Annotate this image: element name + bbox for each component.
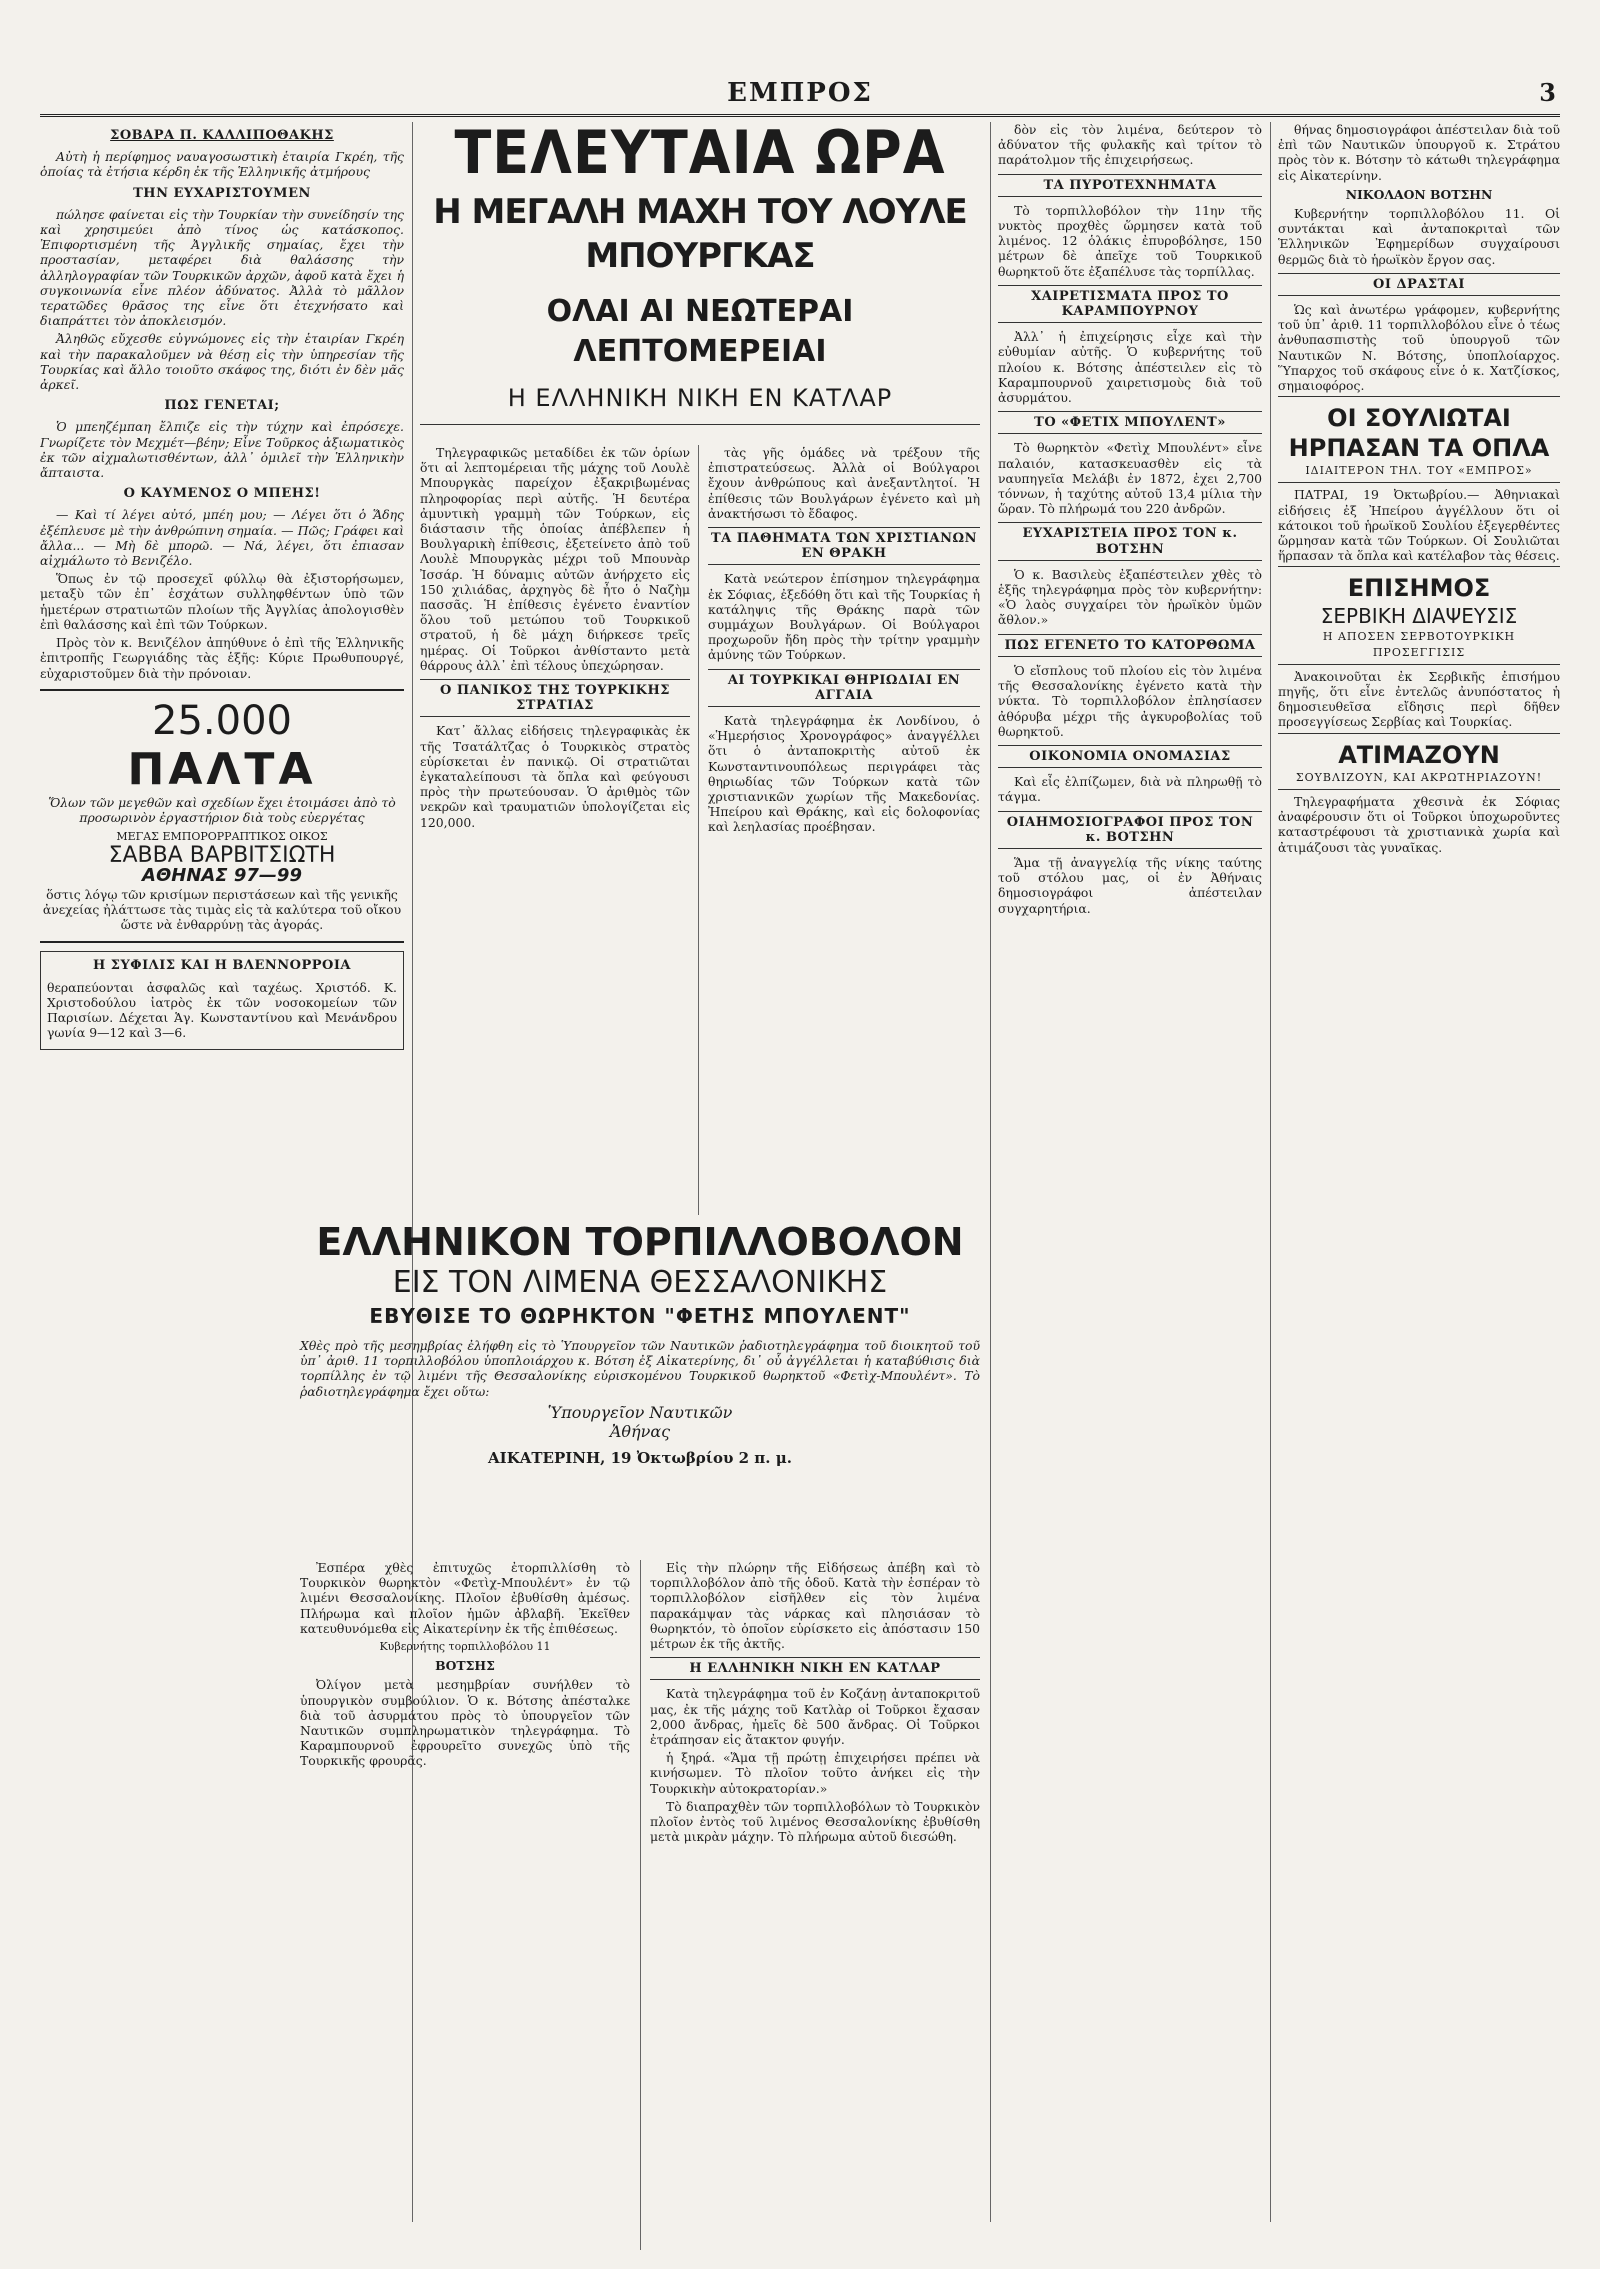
article-text: δὸν εἰς τὸν λιμένα, δεύτερον τὸ ἀδύνατον τῆς φυλακῆς καὶ τρίτον τὸ παράτολμον τῆς ἐπιχειρήσεως. — [998, 122, 1262, 168]
column-5 — [1278, 122, 1560, 2242]
column-rule — [1270, 122, 1271, 2222]
article-text: Ὁ εἴσπλους τοῦ πλοίου εἰς τὸν λιμένα τῆς Θεσσαλονίκης ἐγένετο κατὰ τὴν νύκτα. Τὸ τορπιλλοβόλον ἐπλησίασεν ἀθόρυβα μέχρι τῆς ἀγκυροβολίας τοῦ θωρηκτοῦ. — [998, 662, 1262, 739]
ad-headline: ΠΑΛΤΑ — [127, 743, 317, 795]
section-subheading: ΙΔΙΑΙΤΕΡΟΝ ΤΗΛ. ΤΟΥ «ΕΜΠΡΟΣ» — [1278, 463, 1560, 483]
torpedo-column-1 — [300, 1560, 630, 2250]
article-text: Ἀνακοινοῦται ἐκ Σερβικῆς ἐπισήμου πηγῆς, ὅτι εἶνε ἐντελῶς ἀνυπόστατος ἡ δημοσιευθεῖσα εἴδησις περὶ δῆθεν προσεγγίσεως Σερβίας καὶ Τουρκίας. — [1278, 668, 1560, 730]
headline-sub: Η ΕΛΛΗΝΙΚΗ ΝΙΚΗ ΕΝ ΚΑΤΛΑΡ — [507, 384, 893, 412]
ad-text: θεραπεύονται ἀσφαλῶς καὶ ταχέως. Χριστόδ. Κ. Χριστοδούλου ἰατρὸς ἐκ τῶν νοσοκομείων τῶν Παρισίων. Δέχεται Ἁγ. Κωνσταντίνου καὶ Μενάνδρου γωνία 9—12 καὶ 3—6. — [47, 979, 397, 1041]
article-text: Κυβερνήτην τορπιλλοβόλου 11. Οἱ συντάκται καὶ ἀνταποκριταὶ τῶν Ἑλληνικῶν Ἐφημερίδων συγχαίρουσι θερμῶς διὰ τὸ ἡρωϊκὸν ἔργον σας. — [1278, 206, 1560, 267]
section-heading-large: ΑΤΙΜΑΖΟΥΝ — [1278, 733, 1560, 770]
advertisement-doctor — [40, 951, 404, 1050]
torpedo-intro: Χθὲς πρὸ τῆς μεσημβρίας ἐλήφθη εἰς τὸ Ὑπουργεῖον τῶν Ναυτικῶν ῥαδιοτηλεγράφημα τοῦ διοικητοῦ τοῦ ὑπ᾽ ἀριθ. 11 τορπιλλοβόλου ὑποπλοιάρχου κ. Βότση ἐξ Αἰκατερίνης, δι᾽ οὗ ἀγγέλλεται ἡ καταβύθισις διὰ τορπίλλης ἐν τῷ λιμένι τῆς Θεσσαλονίκης εὑρισκομένου Τουρκικοῦ θωρηκτοῦ «Φετὶχ-Μπουλέντ». Τὸ ῥαδιοτηλεγράφημα ἔχει οὕτω: — [300, 1338, 980, 1399]
article-text: Τὸ θωρηκτὸν «Φετὶχ Μπουλέντ» εἶνε παλαιόν, κατασκευασθὲν εἰς τὰ ναυπηγεῖα Μελάβι ἐν 1872, ἐχει 2,700 τόννων, ἡ ταχύτης αὐτοῦ 13,4 μίλια τὴν ὥραν. Τὸ πλήρωμά του 220 ἀνδρῶν. — [998, 440, 1262, 517]
article-text: Ὀλίγον μετὰ μεσημβρίαν συνήλθεν τὸ ὑπουργικὸν συμβούλιον. Ὁ κ. Βότσης ἀπέσταλκε διὰ τοῦ ἀσυρμάτου πρὸς τὸ ὑπουργεῖον τῶν Ναυτικῶν συμπληρωματικὸν τηλεγράφημα. Τὸ Καραμπουρνοῦ ἐφρουρεῖτο συνεχῶς ὑπὸ τῆς Τουρκικῆς φρουρᾶς. — [300, 1677, 630, 1769]
column-rule — [698, 445, 699, 1215]
article-text: Καὶ εἶς ἐλπίζωμεν, διὰ νὰ πληρωθῇ τὸ τάγμα. — [998, 774, 1262, 805]
article-text: Ὅπως ἐν τῷ προσεχεῖ φύλλῳ θὰ ἐξιστορήσωμεν, μεταξὺ τῶν ἐπ᾽ ἐσχάτων συλληφθέντων ὑπὸ τῶν ἡμετέρων στρατιωτῶν πλοίων τῆς Ἀγγλίας ἀπολογισθὲν ἐπὶ θαλάσσης καὶ ἐπὶ τῶν Τούρκων. — [40, 571, 404, 632]
section-heading: Ο ΚΑΥΜΕΝΟΣ Ο ΜΠΕΗΣ! — [123, 486, 321, 502]
article-text: Τὸ τορπιλλοβόλον τὴν 11ην τῆς νυκτὸς προχθὲς ὥρμησεν κατὰ τοῦ λιμένος. 12 ὁλάκις ἐπυροβόλησε, 150 μέτρων δὲ ἀπεῖχε τοῦ Τουρκικοῦ θωρηκτοῦ ὅτε ἐξαπέλυσε τὰς τορπίλλας. — [998, 202, 1262, 279]
article-text: Εἰς τὴν πλώρην τῆς Εἰδήσεως ἀπέβη καὶ τὸ τορπιλλοβόλον ἀπὸ τῆς ὁδοῦ. Κατὰ τὴν ἑσπέραν τὸ τορπιλλοβόλον εἰσῆλθεν εἰς τὸν λιμένα παρακάμψαν τὰς νάρκας καὶ πλησιάσαν τὸ θωρηκτόν, τὸ ὁποῖον εὑρίσκετο εἰς ἀπόστασιν 150 μέτρων ἐκ τῆς ἀκτῆς. — [650, 1560, 980, 1652]
section-heading: ΟΙ ΔΡΑΣΤΑΙ — [1278, 273, 1560, 296]
article-text: Τὸ διαπραχθὲν τῶν τορπιλλοβόλων τὸ Τουρκικὸν πλοῖον ἐντὸς τοῦ λιμένος Θεσσαλονίκης ἐβυθίσθη μετὰ μικρὰν μάχην. Τὸ πλήρωμα αὐτοῦ διεσώθη. — [650, 1798, 980, 1845]
ad-shop-label: ΜΕΓΑΣ ΕΜΠΟΡΟΡΡΑΠΤΙΚΟΣ ΟΙΚΟΣ — [116, 830, 328, 844]
section-heading: ΑΙ ΤΟΥΡΚΙΚΑΙ ΘΗΡΙΩΔΙΑΙ ΕΝ ΑΓΓΑΙΑ — [708, 669, 980, 707]
ad-text: ὅστις λόγῳ τῶν κρισίμων περιστάσεων καὶ τῆς γενικῆς ἀνεχείας ἠλάττωσε τὰς τιμὰς εἰς τὰ καλύτερα τοῦ οἴκου ὥστε νὰ ἐνθαρρύνῃ τὰς ἀγοράς. — [42, 886, 402, 933]
ad-number: 25.000 — [152, 697, 292, 744]
section-subheading: ΣΟΥΒΛΙΖΟΥΝ, ΚΑΙ ΑΚΡΩΤΗΡΙΑΖΟΥΝ! — [1278, 770, 1560, 790]
article-text: Τηλεγραφικῶς μεταδίδει ἐκ τῶν ὁρίων ὅτι αἱ λεπτομέρειαι τῆς μάχης τοῦ Λουλὲ Μπουργκὰς παρείχον ἐξακριβωμένας πληροφορίας περὶ αὐτῆς. Ἡ δευτέρα ἀμυντικὴ γραμμὴ τῶν Τούρκων, εἰς διάστασιν τῆς ὁποίας ἀπέβλεπεν ἡ Βουλγαρικὴ ἐπίθεσις, ἐξετείνετο ἀπὸ τοῦ Λουλὲ Μπουργκὰς μέχρι τοῦ Μπουνὰρ Ἰσσάρ. Ἡ δύναμις αὐτῶν ἀνήρχετο εἰς 150 χιλιάδας, ἀρχηγὸς δὲ ἦτο ὁ Ναζὴμ πασσᾶς. Ἡ ἐπίθεσις ἐγένετο ἐναντίον ὅλου τοῦ μετώπου τοῦ Τουρκικοῦ στρατοῦ, ἡ δὲ μάχη διήρκεσε τρεῖς ημέρας. Οἱ Τοῦρκοι ἀνθίσταντο μετὰ θάρρους ἀλλ᾽ ἐπὶ τέλους ὑπεχώρησαν. — [420, 445, 690, 673]
section-heading: ΤΑ ΠΥΡΟΤΕΧΝΗΜΑΤΑ — [998, 174, 1262, 197]
article-text: τὰς γῆς ὁμάδες νὰ τρέξουν τῆς ἐπιστρατεύσεως. Ἀλλὰ οἱ Βούλγαροι ἔχουν ἀνθρώπους καὶ ἀνεξαντλητοί. Ἡ ἐπίθεσις τῶν Βουλγάρων ἐγένετο καὶ μὴ ἀνακτήσωσι τὸ ἔδαφος. — [708, 445, 980, 521]
torpedo-column-2 — [650, 1560, 980, 2250]
article-text: θήνας δημοσιογράφοι ἀπέστειλαν διὰ τοῦ ἐπὶ τῶν Ναυτικῶν ὑπουργοῦ κ. Στράτου πρὸς τὸν κ. Βότσην τὸ κάτωθι τηλεγράφημα εἰς Αἰκατερίνην. — [1278, 122, 1560, 183]
article-text: Κατὰ τηλεγράφημα τοῦ ἐν Κοζάνῃ ἀνταποκριτοῦ μας, ἐκ τῆς μάχης τοῦ Κατλὰρ οἱ Τοῦρκοι ἔχασαν 2,000 ἄνδρας, ἡμεῖς δὲ 500 ἄνδρας. Οἱ Τοῦρκοι ἐτράπησαν εἰς ἄτακτον φυγήν. — [650, 1686, 980, 1748]
ad-address: ΑΘΗΝΑΣ 97—99 — [142, 864, 302, 886]
column-rule — [990, 122, 991, 2222]
torpedo-article-header — [300, 1220, 980, 1467]
article-text: Ὡς καὶ ἀνωτέρω γράφομεν, κυβερνήτης τοῦ ὑπ᾽ ἀριθ. 11 τορπιλλοβόλου εἶνε ὁ τέως ἀνθυπασπιστὴς τοῦ ὑπουργοῦ τῶν Ναυτικῶν Ν. Βότσης, ὑποπλοίαρχος. Ὕπαρχος τοῦ σκάφους εἶνε ὁ κ. Χατζίσκος, σημαιοφόρος. — [1278, 302, 1560, 394]
section-heading: ΤΗΝ ΕΥΧΑΡΙΣΤΟΥΜΕΝ — [133, 185, 311, 201]
article-text: Κατὰ νεώτερον ἐπίσημον τηλεγράφημα ἐκ Σόφιας, ἐξεδόθη ὅτι καὶ τῆς Τουρκίας ἡ κατάληψις τῆς Θράκης παρὰ τῶν συμμάχων Βουλγάρων. Οἱ Βούλγαροι προχωροῦν ἤδη πρὸς τὴν τρίτην γραμμὴν ἀμύνης τῶν Τούρκων. — [708, 571, 980, 663]
lead-headline-block — [420, 117, 980, 425]
section-subheading: Η ΑΠΟΣΕΝ ΣΕΡΒΟΤΟΥΡΚΙΚΗ ΠΡΟΣΕΓΓΙΣΙΣ — [1278, 629, 1560, 664]
article-text: ἡ ξηρά. «Ἅμα τῇ πρώτῃ ἐπιχειρήσει πρέπει νὰ κινήσωμεν. Τὸ πλοῖον τοῦτο ἀνήκει εἰς τὴν Τουρκικὴν αὐτοκρατορίαν.» — [650, 1750, 980, 1796]
masthead — [40, 60, 1560, 117]
column-rule — [640, 1560, 641, 2250]
article-text: Ἐσπέρα χθὲς ἐπιτυχῶς ἐτορπιλλίσθη τὸ Τουρκικὸν θωρηκτὸν «Φετὶχ-Μπουλέντ» ἐν τῷ λιμένι Θεσσαλονίκης. Πλοῖον ἐβυθίσθη ἀμέσως. Πλήρωμα καὶ πλοῖον ἡμῶν ἀβλαβῆ. Ἐκεῖθεν κατευθυνόμεθα εἰς Αἰκατερίνην ἐκ τῆς ἐπιθέσεως. — [300, 1560, 630, 1636]
article-text: Ἅμα τῇ ἀναγγελίᾳ τῆς νίκης ταύτης τοῦ στόλου μας, οἱ ἐν Ἀθήναις δημοσιογράφοι ἀπέστειλαν συγχαρητήρια. — [998, 854, 1262, 916]
headline-sub: Η ΜΕΓΑΛΗ ΜΑΧΗ ΤΟΥ ΛΟΥΛΕ ΜΠΟΥΡΓΚΑΣ — [433, 192, 967, 276]
signature: ΒΟΤΣΗΣ — [435, 1658, 495, 1674]
section-heading: ΤΟ «ΦΕΤΙΧ ΜΠΟΥΛΕΝΤ» — [998, 411, 1262, 434]
section-heading: Η ΕΛΛΗΝΙΚΗ ΝΙΚΗ ΕΝ ΚΑΤΛΑΡ — [650, 1657, 980, 1680]
headline-sub: ΟΛΑΙ ΑΙ ΝΕΩΤΕΡΑΙ ΛΕΠΤΟΜΕΡΕΙΑΙ — [546, 294, 854, 369]
article-text: Ἀλλ᾽ ἡ ἐπιχείρησις εἶχε καὶ τὴν εὐθυμίαν αὐτῆς. Ὁ κυβερνήτης τοῦ πλοίου κ. Βότσης ἀπέστειλεν εἰς τὸ Καραμπουρνοῦ χαιρετισμοὺς διὰ τοῦ ἀσυρμάτου. — [998, 329, 1262, 406]
section-heading: ΠΩΣ ΕΓΕΝΕΤΟ ΤΟ ΚΑΤΟΡΘΩΜΑ — [998, 634, 1262, 657]
page-number: 3 — [1539, 78, 1556, 107]
section-heading: ΟΙΑΗΜΟΣΙΟΓΡΑΦΟΙ ΠΡΟΣ ΤΟΝ κ. ΒΟΤΣΗΝ — [998, 811, 1262, 849]
torpedo-dateline: ΑΙΚΑΤΕΡΙΝΗ, 19 Ὀκτωβρίου 2 π. μ. — [488, 1448, 792, 1467]
ad-text: Ὅλων τῶν μεγεθῶν καὶ σχεδίων ἔχει ἑτοιμάσει ἀπὸ τὸ προσωρινὸν ἐργαστήριον διὰ τοὺς εὐεργέτας — [48, 794, 396, 825]
divider — [420, 424, 980, 425]
article-text: ΠΑΤΡΑΙ, 19 Ὀκτωβρίου.— Ἀθηνιακαὶ εἰδήσεις ἐξ Ἠπείρου ἀγγέλλουν ὅτι οἱ κάτοικοι τοῦ ἡρωϊκοῦ Σουλίου ἐξεγερθέντες ὥρμησαν κατὰ τῶν Τούρκων. Οἱ Σουλιῶται ἥρπασαν τὰ ὅπλα καὶ κατέλαβον τὰς θέσεις. — [1278, 487, 1560, 564]
article-text: Κατ᾽ ἄλλας εἰδήσεις τηλεγραφικὰς ἐκ τῆς Τσατάλτζας ὁ Τουρκικὸς στρατὸς εὑρίσκεται ἐν πανικῷ. Οἱ στρατιῶται ἐγκαταλείπουσι τὰ ὅπλα καὶ φεύγουσι πρὸς τὴν πρωτεύουσαν. Ὁ ἀριθμὸς τῶν νεκρῶν καὶ τραυματιῶν ὑπολογίζεται εἰς 120,000. — [420, 723, 690, 830]
column-4 — [998, 122, 1262, 2242]
section-heading: ΣΟΒΑΡΑ Π. ΚΑΛΛΙΠΟΘΑΚΗΣ — [110, 128, 334, 143]
torpedo-city: Ἀθήνας — [609, 1421, 671, 1441]
signature: ΝΙΚΟΛΑΟΝ ΒΟΤΣΗΝ — [1345, 186, 1493, 202]
section-heading: ΧΑΙΡΕΤΙΣΜΑΤΑ ΠΡΟΣ ΤΟ ΚΑΡΑΜΠΟΥΡΝΟΥ — [998, 285, 1262, 323]
article-text: πώλησε φαίνεται εἰς τὴν Τουρκίαν τὴν συνείδησίν της καὶ χρησιμεύει ἀπὸ τίνος ὡς κατάσκοπος. Ἐπιφορτισμένη τῆς Ἀγγλικῆς σημαίας, ἔχει τὴν προστασίαν, μεταφέρει διὰ θαλάσσης τὴν ἀλληλογραφίαν τῶν Τουρκικῶν ἀρχῶν, ἀφοῦ κατὰ ἔχει ἡ συγκοινωνία εἶνε πλέον ἀδύνατος. Ἀλλὰ τὸ μᾶλλον τερατῶδες θρᾶσος της εἶνε ὅτι ἐτεχνήσατο καὶ διαπράττει τὸν ἀποκλεισμόν. — [40, 206, 404, 329]
torpedo-article-columns — [300, 1560, 980, 2260]
article-text: Πρὸς τὸν κ. Βενιζέλον ἀπηύθυνε ὁ ἐπὶ τῆς Ἑλληνικῆς ἐπιτροπῆς Γεωργιάδης τὰς ἑξῆς: Κύριε Πρωθυπουργέ, εὐχαριστοῦμεν διὰ τὴν πρόνοιαν. — [40, 635, 404, 681]
article-text: Αὐτὴ ἡ περίφημος ναυαγοσωστικὴ ἑταιρία Γκρέη, τῆς ὁποίας τὰ ἐτήσια κέρδη ἐκ τῆς Ἑλληνικῆς ἀτμήρους — [40, 149, 404, 180]
section-heading-large: ΕΠΙΣΗΜΟΣ — [1278, 566, 1560, 603]
section-heading: ΠΩΣ ΓΕΝΕΤΑΙ; — [164, 398, 280, 414]
advertisement-coats — [40, 689, 404, 944]
torpedo-ministry: Ὑπουργεῖον Ναυτικῶν — [547, 1402, 733, 1422]
torpedo-headline: ΕΛΛΗΝΙΚΟΝ ΤΟΡΠΙΛΛΟΒΟΛΟΝ — [316, 1220, 964, 1264]
section-heading: ΤΑ ΠΑΘΗΜΑΤΑ ΤΩΝ ΧΡΙΣΤΙΑΝΩΝ ΕΝ ΘΡΑΚΗ — [708, 527, 980, 565]
signature-line: Κυβερνήτης τορπιλλοβόλου 11 — [379, 1640, 551, 1654]
section-subheading: ΣΕΡΒΙΚΗ ΔΙΑΨΕΥΣΙΣ — [1320, 604, 1518, 629]
article-text: Ὁ κ. Βασιλεὺς ἐξαπέστειλεν χθὲς τὸ ἑξῆς τηλεγράφημα πρὸς τὸν κυβερνήτην: «Ὁ λαὸς συγχαίρει τὸν ἡρωϊκὸν ὑμῶν ἄθλον.» — [998, 566, 1262, 628]
lead-subcolumn-1 — [420, 445, 690, 1215]
article-text: — Καὶ τί λέγει αὐτό, μπέη μου; — Λέγει ὅτι ὁ Ἅδης ἐξέπλευσε μὲ τὴν ἀνθρώπινη σημαία. — Πῶς; Γράφει καὶ ἄλλα... — Μὴ δὲ μπορῶ. — Νά, λέγει, ὅτι ἐπιασαν αἰχμάλωτο τὸ Βενιζέλο. — [40, 507, 404, 569]
headline-main: ΤΕΛΕΥΤΑΙΑ ΩΡΑ — [454, 117, 946, 188]
article-text: Ἀληθῶς εὔχεσθε εὐγνώμονες εἰς τὴν ἑταιρίαν Γκρέη καὶ τὴν παρακαλοῦμεν νὰ θέσῃ εἰς τὴν ὑπηρεσίαν τῆς Τουρκίας καὶ ἄλλο τοιοῦτο σκάφος της, διότι ἐν δὲν μᾶς ἀρκεῖ. — [40, 331, 404, 393]
torpedo-subheadline: ΕΒΥΘΙΣΕ ΤΟ ΘΩΡΗΚΤΟΝ "ΦΕΤΗΣ ΜΠΟΥΛΕΝΤ" — [369, 1304, 911, 1328]
section-heading: Ο ΠΑΝΙΚΟΣ ΤΗΣ ΤΟΥΡΚΙΚΗΣ ΣΤΡΑΤΙΑΣ — [420, 679, 690, 717]
ad-heading: Η ΣΥΦΙΛΙΣ ΚΑΙ Η ΒΛΕΝΝΟΡΡΟΙΑ — [93, 958, 351, 974]
section-heading: ΕΥΧΑΡΙΣΤΕΙΑ ΠΡΟΣ ΤΟΝ κ. ΒΟΤΣΗΝ — [998, 522, 1262, 560]
section-heading-large: ΟΙ ΣΟΥΛΙΩΤΑΙ ΗΡΠΑΣΑΝ ΤΑ ΟΠΛΑ — [1278, 396, 1560, 463]
torpedo-subheadline: ΕΙΣ ΤΟΝ ΛΙΜΕΝΑ ΘΕΣΣΑΛΟΝΙΚΗΣ — [392, 1265, 888, 1300]
newspaper-title: ΕΜΠΡΟΣ — [727, 78, 873, 108]
article-text: Κατὰ τηλεγράφημα ἐκ Λονδίνου, ὁ «Ἡμερήσιος Χρονογράφος» ἀναγγέλλει ὅτι ὁ ἀνταποκριτὴς αὐτοῦ ἐκ Κωνσταντινουπόλεως περιγράφει τὰς θηριωδίας τῶν Τούρκων κατὰ τῶν χριστιανικῶν χωρίων τῆς Μακεδονίας. Ἠπείρου καὶ Θράκης, καὶ εἰς δολοφονίας καὶ λεηλασίας προέβησαν. — [708, 713, 980, 835]
article-text: Ὁ μπεηζέμπαη ἔλπιζε εἰς τὴν τύχην καὶ ἐπρόσεχε. Γνωρίζετε τὸν Μεχμέτ—βέην; Εἶνε Τοῦρκος ἀξιωματικὸς ἐκ τῶν αἰχμαλωτισθέντων, ἀλλ᾽ ὁμιλεῖ τὴν Ἑλληνικὴν ἄπταιστα. — [40, 419, 404, 481]
ad-merchant-name: ΣΑΒΒΑ ΒΑΡΒΙΤΣΙΩΤΗ — [108, 843, 336, 869]
article-text: Τηλεγραφήματα χθεσινὰ ἐκ Σόφιας ἀναφέρουσιν ὅτι οἱ Τοῦρκοι ὑποχωροῦντες καταστρέφουσι τὰ χριστιανικὰ χωρία καὶ ἀτιμάζουσι τὰς γυναῖκας. — [1278, 793, 1560, 855]
section-heading: ΟΙΚΟΝΟΜΙΑ ΟΝΟΜΑΣΙΑΣ — [998, 745, 1262, 768]
